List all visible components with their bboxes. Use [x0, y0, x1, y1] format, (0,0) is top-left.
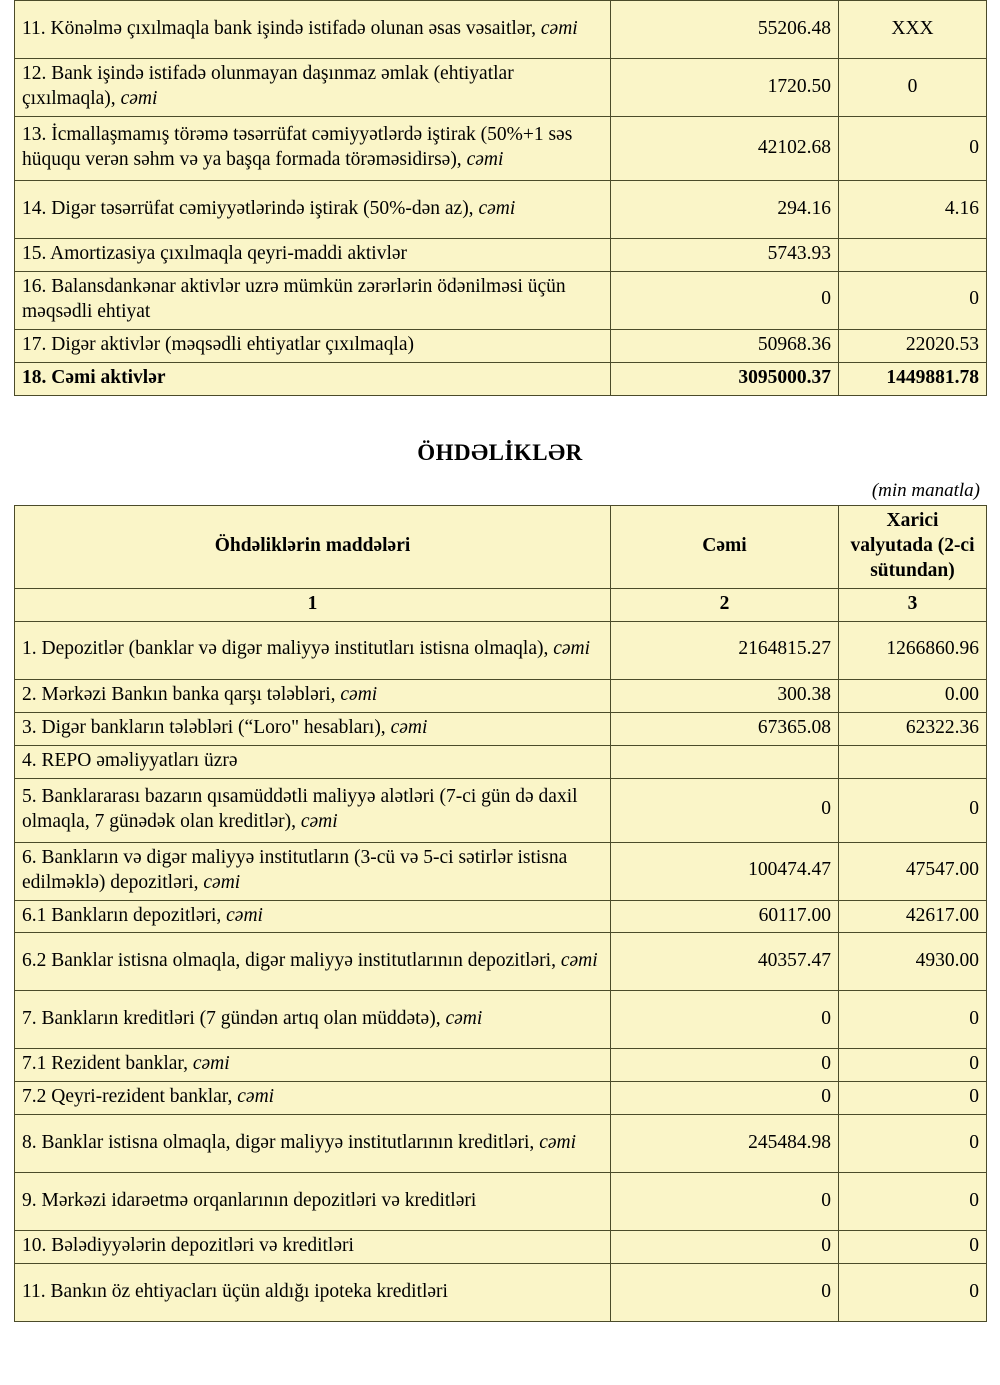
row-label: [15, 117, 611, 181]
row-fx-value: 4.16: [839, 181, 987, 239]
row-total-value: 0: [611, 1082, 839, 1115]
row-label-emphasis: cəmi: [192, 1053, 230, 1075]
row-label: [15, 329, 611, 362]
column-number-1: 1: [15, 588, 611, 621]
row-total-value: 67365.08: [611, 712, 839, 745]
row-label-emphasis: cəmi: [540, 17, 578, 39]
row-label: [15, 745, 611, 778]
row-total-value: 0: [611, 1049, 839, 1082]
row-label-text: 10. Bələdiyyələrin depozitləri və kreditləri: [22, 1235, 354, 1257]
row-label-emphasis: cəmi: [445, 1008, 483, 1029]
row-fx-value: 0: [839, 1115, 987, 1173]
table-row: [15, 271, 987, 329]
table-row: [15, 1264, 987, 1322]
liabilities-table-body: [15, 621, 987, 1322]
liabilities-table-head: [15, 505, 987, 621]
row-fx-value: 0.00: [839, 679, 987, 712]
row-total-value: 0: [611, 1264, 839, 1322]
row-total-value: 100474.47: [611, 842, 839, 900]
row-label-emphasis: cəmi: [560, 950, 598, 971]
row-label-text: 6.1 Bankların depozitləri,: [22, 904, 227, 926]
row-fx-value: 4930.00: [839, 933, 987, 991]
assets-table: [14, 0, 987, 396]
row-label-text: 17. Digər aktivlər (məqsədli ehtiyatlar çıxılmaqla): [22, 333, 415, 355]
row-label-emphasis: cəmi: [226, 904, 263, 926]
row-fx-value: 1449881.78: [839, 362, 987, 395]
row-label-text: 5. Banklararası bazarın qısamüddətli maliyyə alətləri (7-ci gün də daxil olmaqla, 7 günədək olan kreditlər),: [22, 785, 578, 832]
row-label: [15, 1115, 611, 1173]
row-label-text: 6. Bankların və digər maliyyə institutların (3-cü və 5-ci sətirlər istisna edilməklə) depozitləri,: [22, 846, 568, 893]
row-label: [15, 1231, 611, 1264]
row-total-value: 5743.93: [611, 239, 839, 272]
table-row: [15, 745, 987, 778]
row-total-value: 42102.68: [611, 117, 839, 181]
table-row: [15, 117, 987, 181]
row-label-emphasis: cəmi: [340, 683, 378, 705]
row-label: [15, 181, 611, 239]
row-label-text: 18. Cəmi aktivlər: [22, 366, 166, 388]
row-label: [15, 362, 611, 395]
row-label-text: 3. Digər bankların tələbləri (“Loro" hesabları),: [22, 716, 391, 738]
row-label-text: 7.2 Qeyri-rezident banklar,: [22, 1086, 238, 1108]
row-fx-value: [839, 239, 987, 272]
row-fx-value: 0: [839, 59, 987, 117]
row-label-emphasis: cəmi: [237, 1086, 275, 1108]
row-fx-value: 0: [839, 1231, 987, 1264]
row-fx-value: 1266860.96: [839, 621, 987, 679]
row-label: [15, 621, 611, 679]
row-total-value: 55206.48: [611, 1, 839, 59]
row-label-text: 1. Depozitlər (banklar və digər maliyyə institutları istisna olmaqla),: [22, 638, 554, 660]
row-label: [15, 1049, 611, 1082]
row-label-text: 7. Bankların kreditləri (7 gündən artıq olan müddətə),: [22, 1008, 446, 1029]
table-row: [15, 621, 987, 679]
table-row: [15, 842, 987, 900]
row-fx-value: 42617.00: [839, 900, 987, 933]
table-row: [15, 933, 987, 991]
row-label-emphasis: cəmi: [203, 871, 241, 893]
row-label-text: 8. Banklar istisna olmaqla, digər maliyyə institutlarının kreditləri,: [22, 1131, 540, 1153]
row-fx-value: 0: [839, 1264, 987, 1322]
row-fx-value: 0: [839, 1082, 987, 1115]
row-label-text: 12. Bank işində istifadə olunmayan daşınmaz əmlak (ehtiyatlar çıxılmaqla),: [22, 63, 514, 109]
row-label: [15, 1082, 611, 1115]
row-total-value: 0: [611, 991, 839, 1049]
row-fx-value: 0: [839, 778, 987, 842]
table-header-row: [15, 505, 987, 588]
table-row: [15, 1173, 987, 1231]
row-fx-value: 0: [839, 117, 987, 181]
row-total-value: [611, 745, 839, 778]
row-fx-value: 0: [839, 991, 987, 1049]
row-total-value: 0: [611, 1231, 839, 1264]
row-label-text: 13. İcmallaşmamış törəmə təsərrüfat cəmiyyətlərdə iştirak (50%+1 səs hüququ verən səhm və ya başqa formada törəməsidirsə),: [22, 124, 573, 170]
row-fx-value: XXX: [839, 1, 987, 59]
table-row: [15, 1049, 987, 1082]
table-row: [15, 1082, 987, 1115]
table-row: [15, 329, 987, 362]
column-number-row: [15, 588, 987, 621]
header-fx: Xarici valyutada (2-ci sütundan): [839, 505, 987, 588]
row-fx-value: 0: [839, 1049, 987, 1082]
row-label: [15, 778, 611, 842]
row-label: [15, 1173, 611, 1231]
row-total-value: 2164815.27: [611, 621, 839, 679]
row-fx-value: 0: [839, 271, 987, 329]
liabilities-section-title: ÖHDƏLİKLƏR: [417, 439, 583, 465]
row-label: [15, 712, 611, 745]
row-total-value: 1720.50: [611, 59, 839, 117]
row-label: [15, 59, 611, 117]
row-label-text: 14. Digər təsərrüfat cəmiyyətlərində iştirak (50%-dən az),: [22, 197, 479, 219]
table-row: [15, 181, 987, 239]
row-label: [15, 239, 611, 272]
row-label-emphasis: cəmi: [390, 716, 428, 738]
table-row: [15, 1115, 987, 1173]
row-label: [15, 1264, 611, 1322]
row-label-text: 16. Balansdankənar aktivlər uzrə mümkün zərərlərin ödənilməsi üçün məqsədli ehtiyat: [22, 276, 566, 322]
table-row: [15, 991, 987, 1049]
row-label-text: 15. Amortizasiya çıxılmaqla qeyri-maddi aktivlər: [22, 243, 408, 264]
row-label-text: 11. Bankın öz ehtiyacları üçün aldığı ipoteka kreditləri: [22, 1280, 448, 1302]
row-total-value: 0: [611, 1173, 839, 1231]
row-total-value: 245484.98: [611, 1115, 839, 1173]
table-row: [15, 1231, 987, 1264]
row-label-emphasis: cəmi: [120, 88, 158, 109]
row-fx-value: 22020.53: [839, 329, 987, 362]
row-total-value: 40357.47: [611, 933, 839, 991]
table-row: [15, 712, 987, 745]
table-row: [15, 362, 987, 395]
column-number-2: 2: [611, 588, 839, 621]
row-total-value: 60117.00: [611, 900, 839, 933]
row-label: [15, 842, 611, 900]
table-row: [15, 1, 987, 59]
table-row: [15, 239, 987, 272]
row-label: [15, 900, 611, 933]
units-note: (min manatla): [871, 479, 980, 501]
header-label: Öhdəliklərin maddələri: [15, 505, 611, 588]
row-total-value: 3095000.37: [611, 362, 839, 395]
row-label-emphasis: cəmi: [466, 149, 504, 170]
row-total-value: 0: [611, 778, 839, 842]
table-row: [15, 778, 987, 842]
row-label-emphasis: cəmi: [539, 1131, 576, 1153]
row-label-text: 11. Könəlmə çıxılmaqla bank işində istifadə olunan əsas vəsaitlər,: [22, 17, 541, 39]
row-label: [15, 271, 611, 329]
row-fx-value: 0: [839, 1173, 987, 1231]
row-fx-value: 62322.36: [839, 712, 987, 745]
assets-table-body: [15, 1, 987, 396]
row-label-text: 9. Mərkəzi idarəetmə orqanlarının depozitləri və kreditləri: [22, 1189, 477, 1211]
row-total-value: 0: [611, 271, 839, 329]
row-label-text: 6.2 Banklar istisna olmaqla, digər maliyyə institutlarının depozitləri,: [22, 950, 561, 971]
row-label-text: 7.1 Rezident banklar,: [22, 1053, 193, 1075]
row-label: [15, 679, 611, 712]
row-label: [15, 933, 611, 991]
table-row: [15, 900, 987, 933]
row-total-value: 50968.36: [611, 329, 839, 362]
header-total: Cəmi: [611, 505, 839, 588]
row-label: [15, 991, 611, 1049]
row-label-emphasis: cəmi: [300, 810, 338, 832]
row-label-text: 2. Mərkəzi Bankın banka qarşı tələbləri,: [22, 683, 341, 705]
row-label: [15, 1, 611, 59]
table-row: [15, 679, 987, 712]
row-fx-value: [839, 745, 987, 778]
column-number-3: 3: [839, 588, 987, 621]
row-total-value: 294.16: [611, 181, 839, 239]
liabilities-table: [14, 505, 987, 1322]
row-label-text: 4. REPO əməliyyatları üzrə: [22, 749, 238, 771]
row-label-emphasis: cəmi: [553, 638, 591, 660]
table-row: [15, 59, 987, 117]
row-fx-value: 47547.00: [839, 842, 987, 900]
row-label-emphasis: cəmi: [478, 197, 516, 219]
row-total-value: 300.38: [611, 679, 839, 712]
